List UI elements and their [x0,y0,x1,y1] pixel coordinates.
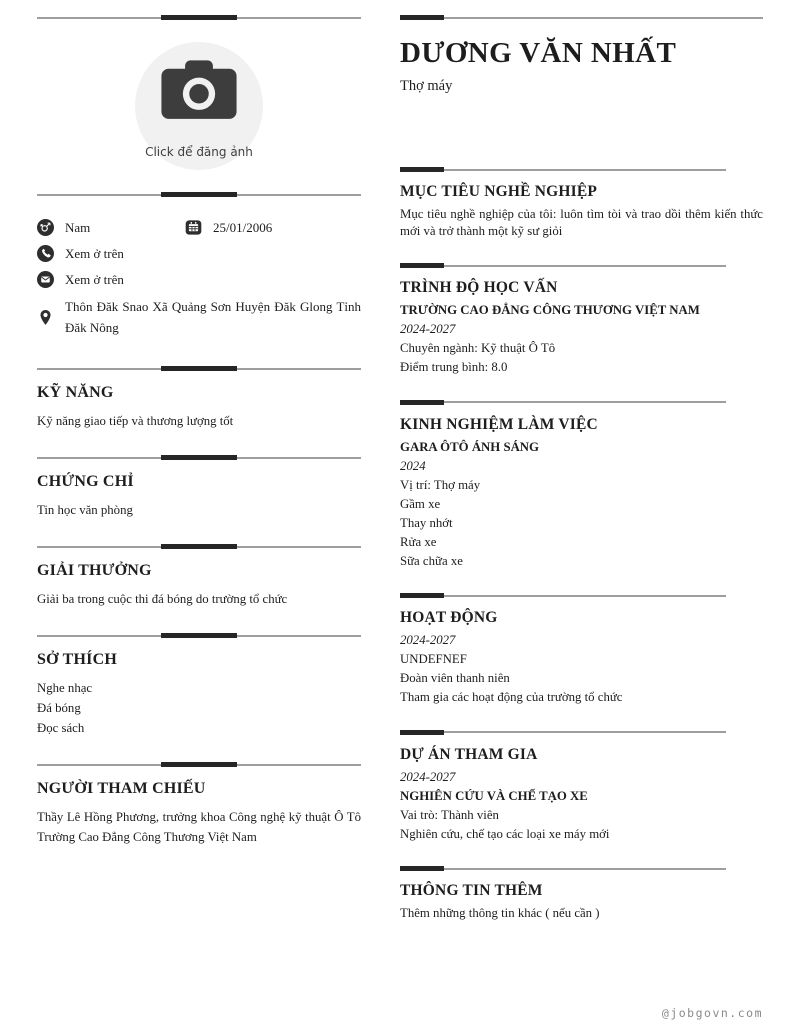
section-line: Thay nhớt [400,515,453,530]
photo-upload-caption: Click để đăng ảnh [145,145,253,159]
contact-row-phone [37,245,361,262]
contact-row-email [37,271,361,288]
section-line: Đọc sách [37,721,85,735]
divider [37,192,361,197]
section-line: Tin học văn phòng [37,503,133,517]
section-divider [37,762,361,767]
section-line: GARA ÔTÔ ÁNH SÁNG [400,439,540,454]
left-sections [37,366,361,847]
section-line: Nghiên cứu, chế tạo các loại xe máy mới [400,826,610,841]
section-line: 2024 [400,458,426,473]
section-divider [400,400,726,405]
section-title: GIẢI THƯỞNG [37,562,152,579]
contact-info [37,219,361,338]
section-title: THÔNG TIN THÊM [400,882,543,899]
section-divider [400,730,726,735]
section-line: Gầm xe [400,496,441,511]
phone-icon [37,245,54,262]
section-line: UNDEFNEF [400,652,467,666]
section-line: Vai trò: Thành viên [400,807,499,822]
section-title: TRÌNH ĐỘ HỌC VẤN [400,279,558,296]
section-divider [37,366,361,371]
contact-row-address [37,297,361,338]
section-line: Mục tiêu nghề nghiệp của tôi: luôn tìm tòi và trao dồi thêm kiến thức mới và trở thành một kỹ sư giỏi [400,207,763,238]
section-divider [37,544,361,549]
photo-upload-button[interactable] [135,42,263,170]
location-pin-icon [37,309,54,326]
birthday-field [185,219,272,236]
watermark: @jobgovn.com [661,1006,763,1020]
section-line: Đá bóng [37,701,81,715]
camera-icon [157,59,241,123]
section-line: Thêm những thông tin khác ( nếu cần ) [400,906,600,920]
section-line: 2024-2027 [400,322,456,336]
job-title: Thợ máy [400,78,453,94]
section-line: Rửa xe [400,534,437,549]
section-line: Giải ba trong cuộc thi đá bóng do trường tổ chức [37,592,288,606]
section-line: 2024-2027 [400,769,456,784]
section-line: Thầy Lê Hồng Phương, trưởng khoa Công nghệ kỹ thuật Ô Tô Trường Cao Đẳng Công Thương Việt Nam [37,810,361,844]
section-divider [400,167,726,172]
right-column [400,15,763,1026]
right-sections [400,167,763,922]
section-title: CHỨNG CHỈ [37,473,134,490]
section-title: SỞ THÍCH [37,651,117,668]
section-line: Tham gia các hoạt động của trường tổ chức [400,690,623,704]
section-line: Đoàn viên thanh niên [400,671,510,685]
phone-value: Xem ở trên [65,245,124,261]
section-title: NGƯỜI THAM CHIẾU [37,780,206,797]
section-divider [400,866,726,871]
section-title: KỸ NĂNG [37,384,114,401]
section-line: Kỹ năng giao tiếp và thương lượng tốt [37,414,234,428]
photo-area [37,42,361,170]
section-title: DỰ ÁN THAM GIA [400,745,538,763]
email-icon [37,271,54,288]
section-line: Sữa chữa xe [400,553,463,568]
address-value: Thôn Đăk Snao Xã Quảng Sơn Huyện Đăk Glong Tỉnh Đăk Nông [65,299,361,335]
left-column [37,15,361,1026]
calendar-icon [185,219,202,236]
gender-value: Nam [65,219,91,235]
contact-row-gender-birthday [37,219,361,236]
section-divider [400,263,726,268]
section-line: Vị trí: Thợ máy [400,477,481,492]
gender-field [37,219,185,236]
gender-icon [37,219,54,236]
birthday-value: 25/01/2006 [213,219,273,235]
section-divider [37,633,361,638]
section-line: TRƯỜNG CAO ĐẲNG CÔNG THƯƠNG VIỆT NAM [400,303,700,317]
section-line: Điểm trung bình: 8.0 [400,360,508,374]
section-line: 2024-2027 [400,633,456,647]
section-line: Chuyên ngành: Kỹ thuật Ô Tô [400,341,556,355]
person-name: DƯƠNG VĂN NHẤT [400,37,677,69]
section-line: Nghe nhạc [37,681,93,695]
email-value: Xem ở trên [65,271,124,287]
divider [400,15,763,20]
section-title: KINH NGHIỆM LÀM VIỆC [400,415,598,433]
section-divider [37,455,361,460]
section-title: HOẠT ĐỘNG [400,609,498,626]
section-line: NGHIÊN CỨU VÀ CHẾ TẠO XE [400,788,588,803]
section-title: MỤC TIÊU NGHỀ NGHIỆP [400,183,598,200]
section-divider [400,593,726,598]
divider [37,15,361,20]
